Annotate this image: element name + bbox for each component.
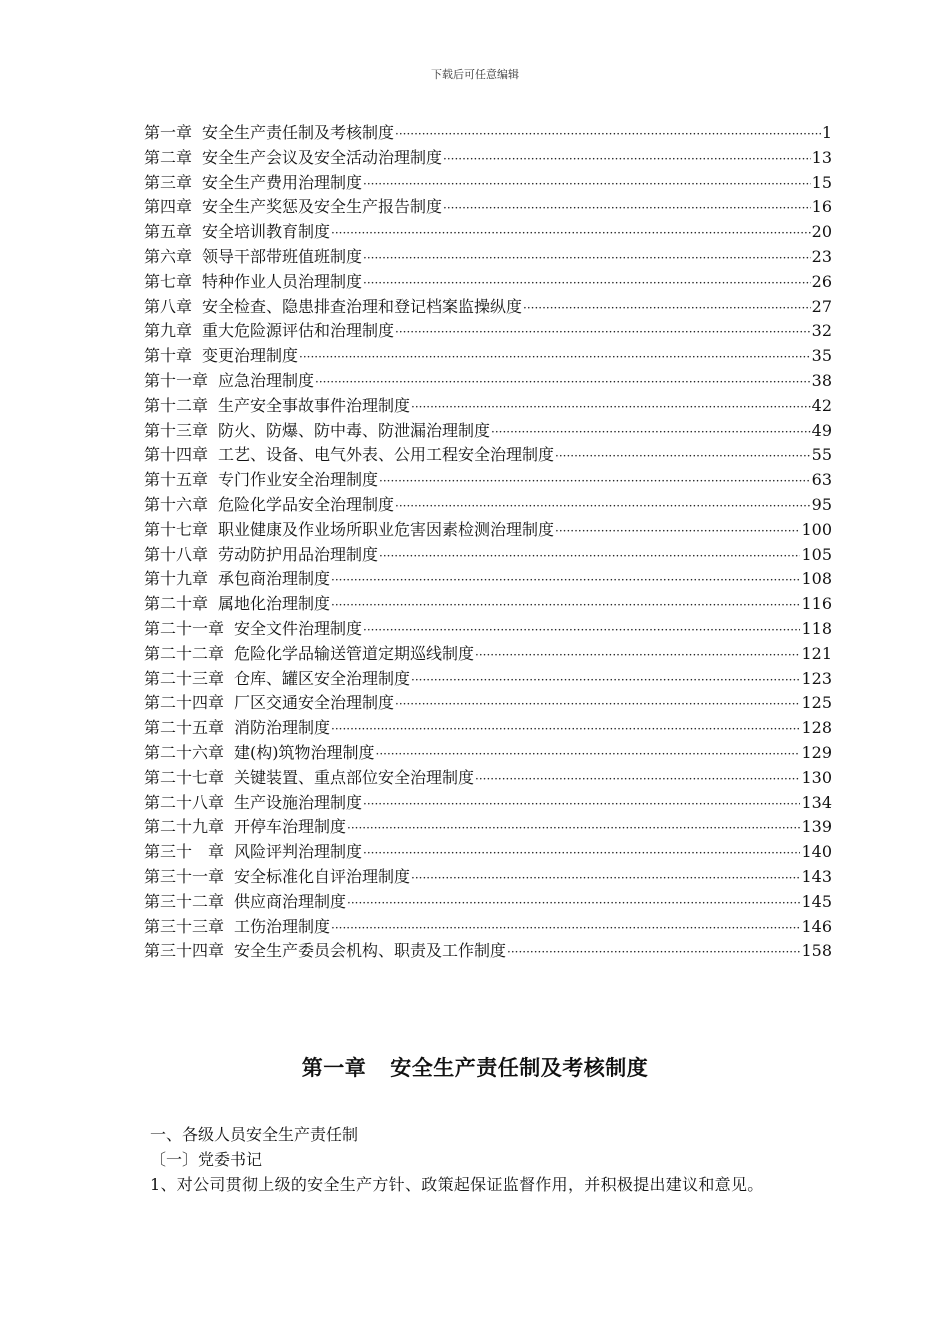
toc-chapter-number: 第十八章 (144, 544, 209, 564)
toc-chapter-title: 安全检查、隐患排查治理和登记档案监操纵度 (202, 296, 523, 316)
toc-dot-leader (475, 767, 800, 791)
toc-dot-leader (395, 320, 811, 344)
toc-dot-leader (379, 544, 800, 568)
toc-page-number: 140 (801, 842, 832, 862)
toc-dot-leader (411, 866, 800, 890)
toc-chapter-number: 第二十八章 (144, 792, 225, 812)
toc-chapter-number: 第六章 (144, 246, 193, 266)
toc-page-number: 146 (801, 916, 832, 936)
table-of-contents (144, 121, 832, 964)
toc-page-number: 15 (811, 172, 832, 192)
toc-entry[interactable] (144, 245, 832, 270)
toc-chapter-title: 供应商治理制度 (234, 891, 347, 911)
toc-chapter-number: 第三十三章 (144, 916, 225, 936)
toc-chapter-title: 专门作业安全治理制度 (218, 470, 379, 490)
toc-dot-leader (395, 494, 811, 518)
toc-entry[interactable] (144, 567, 832, 592)
toc-page-number: 42 (811, 395, 832, 415)
toc-entry[interactable] (144, 195, 832, 220)
toc-page-number: 121 (801, 643, 832, 663)
toc-page-number: 130 (801, 767, 832, 787)
toc-dot-leader (443, 196, 811, 220)
toc-chapter-number: 第三十二章 (144, 891, 225, 911)
toc-chapter-number: 第三十一章 (144, 866, 225, 886)
toc-dot-leader (443, 147, 811, 171)
toc-dot-leader (523, 296, 811, 320)
toc-chapter-title: 仓库、罐区安全治理制度 (234, 668, 411, 688)
toc-chapter-title: 厂区交通安全治理制度 (234, 693, 395, 713)
toc-dot-leader (363, 841, 800, 865)
toc-chapter-title: 承包商治理制度 (218, 569, 331, 589)
toc-chapter-title: 特种作业人员治理制度 (202, 271, 363, 291)
toc-dot-leader (555, 444, 811, 468)
toc-entry[interactable] (144, 766, 832, 791)
toc-entry[interactable] (144, 691, 832, 716)
toc-chapter-title: 开停车治理制度 (234, 817, 347, 837)
toc-dot-leader (379, 469, 811, 493)
page-header-note: 下载后可任意编辑 (431, 68, 519, 81)
toc-page-number: 158 (801, 941, 832, 961)
toc-chapter-number: 第十一章 (144, 370, 209, 390)
toc-page-number: 23 (811, 246, 832, 266)
toc-dot-leader (363, 271, 811, 295)
toc-entry[interactable] (144, 319, 832, 344)
toc-entry[interactable] (144, 270, 832, 295)
toc-page-number: 55 (811, 445, 832, 465)
toc-page-number: 105 (801, 544, 832, 564)
toc-chapter-number: 第二十章 (144, 594, 209, 614)
toc-page-number: 125 (801, 693, 832, 713)
toc-chapter-title: 防火、防爆、防中毒、防泄漏治理制度 (218, 420, 491, 440)
toc-dot-leader (363, 172, 811, 196)
toc-chapter-number: 第三十四章 (144, 941, 225, 961)
toc-entry[interactable] (144, 592, 832, 617)
toc-page-number: 129 (801, 742, 832, 762)
toc-dot-leader (347, 891, 800, 915)
toc-entry[interactable] (144, 865, 832, 890)
toc-chapter-title: 属地化治理制度 (218, 594, 331, 614)
toc-page-number: 20 (811, 222, 832, 242)
toc-dot-leader (331, 568, 800, 592)
toc-chapter-number: 第三十 章 (144, 842, 225, 862)
toc-chapter-title: 危险化学品输送管道定期巡线制度 (234, 643, 475, 663)
toc-page-number: 32 (811, 321, 832, 341)
toc-chapter-title: 安全生产费用治理制度 (202, 172, 363, 192)
toc-dot-leader (395, 692, 800, 716)
toc-entry[interactable] (144, 815, 832, 840)
toc-page-number: 145 (801, 891, 832, 911)
toc-dot-leader (363, 246, 811, 270)
toc-chapter-title: 安全文件治理制度 (234, 618, 363, 638)
toc-entry[interactable] (144, 791, 832, 816)
toc-dot-leader (411, 668, 800, 692)
toc-dot-leader (491, 420, 811, 444)
toc-page-number: 118 (801, 618, 832, 638)
toc-chapter-title: 安全生产会议及安全活动治理制度 (202, 147, 443, 167)
toc-page-number: 16 (811, 197, 832, 217)
toc-entry[interactable] (144, 642, 832, 667)
toc-page-number: 123 (801, 668, 832, 688)
toc-dot-leader (555, 519, 800, 543)
toc-entry[interactable] (144, 443, 832, 468)
toc-chapter-title: 领导干部带班值班制度 (202, 246, 363, 266)
toc-entry[interactable] (144, 617, 832, 642)
toc-page-number: 26 (811, 271, 832, 291)
toc-chapter-title: 危险化学品安全治理制度 (218, 494, 395, 514)
toc-chapter-title: 安全生产委员会机构、职责及工作制度 (234, 941, 507, 961)
toc-entry[interactable] (144, 121, 832, 146)
toc-chapter-title: 生产安全事故事件治理制度 (218, 395, 411, 415)
toc-chapter-number: 第四章 (144, 197, 193, 217)
toc-page-number: 95 (811, 494, 832, 514)
toc-chapter-number: 第二十三章 (144, 668, 225, 688)
toc-chapter-title: 劳动防护用品治理制度 (218, 544, 379, 564)
toc-chapter-title: 安全生产责任制及考核制度 (202, 123, 395, 142)
toc-chapter-title: 建(构)筑物治理制度 (234, 742, 375, 762)
chapter-heading-title: 安全生产责任制及考核制度 (390, 1055, 649, 1080)
toc-chapter-number: 第十二章 (144, 395, 209, 415)
toc-page-number: 128 (801, 718, 832, 738)
toc-chapter-title: 工伤治理制度 (234, 916, 331, 936)
toc-dot-leader (331, 916, 800, 940)
toc-entry[interactable] (144, 543, 832, 568)
toc-chapter-title: 安全标准化自评治理制度 (234, 866, 411, 886)
toc-chapter-number: 第二十一章 (144, 618, 225, 638)
chapter-heading-number: 第一章 (301, 1055, 367, 1080)
toc-entry[interactable] (144, 890, 832, 915)
toc-entry[interactable] (144, 220, 832, 245)
toc-chapter-number: 第二十五章 (144, 718, 225, 738)
toc-dot-leader (331, 593, 800, 617)
toc-entry[interactable] (144, 394, 832, 419)
toc-chapter-number: 第二十二章 (144, 643, 225, 663)
toc-entry[interactable] (144, 295, 832, 320)
toc-chapter-number: 第十章 (144, 346, 193, 366)
toc-dot-leader (411, 395, 811, 419)
toc-chapter-title: 变更治理制度 (202, 346, 299, 366)
toc-entry[interactable] (144, 939, 832, 964)
toc-dot-leader (331, 717, 800, 741)
toc-page-number: 49 (811, 420, 832, 440)
toc-entry[interactable] (144, 840, 832, 865)
toc-entry[interactable] (144, 518, 832, 543)
toc-entry[interactable] (144, 741, 832, 766)
toc-dot-leader (395, 122, 821, 146)
toc-chapter-title: 关键装置、重点部位安全治理制度 (234, 767, 475, 787)
toc-chapter-number: 第十九章 (144, 569, 209, 589)
toc-entry[interactable] (144, 468, 832, 493)
toc-page-number: 100 (801, 519, 832, 539)
toc-dot-leader (363, 792, 800, 816)
toc-chapter-number: 第二章 (144, 147, 193, 167)
toc-dot-leader (475, 643, 800, 667)
toc-chapter-number: 第一章 (144, 123, 193, 142)
toc-entry[interactable] (144, 171, 832, 196)
toc-chapter-number: 第二十四章 (144, 693, 225, 713)
toc-entry[interactable] (144, 146, 832, 171)
toc-chapter-title: 风险评判治理制度 (234, 842, 363, 862)
toc-dot-leader (347, 816, 800, 840)
toc-dot-leader (331, 221, 811, 245)
toc-dot-leader (299, 345, 811, 369)
toc-entry[interactable] (144, 493, 832, 518)
toc-dot-leader (315, 370, 811, 394)
toc-entry[interactable] (144, 369, 832, 394)
toc-chapter-title: 职业健康及作业场所职业危害因素检测治理制度 (218, 519, 555, 539)
toc-page-number: 139 (801, 817, 832, 837)
toc-page-number: 35 (811, 346, 832, 366)
toc-chapter-number: 第三章 (144, 172, 193, 192)
toc-chapter-title: 工艺、设备、电气外表、公用工程安全治理制度 (218, 445, 555, 465)
toc-chapter-title: 安全培训教育制度 (202, 222, 331, 242)
toc-dot-leader (363, 618, 800, 642)
toc-chapter-title: 生产设施治理制度 (234, 792, 363, 812)
toc-chapter-number: 第十三章 (144, 420, 209, 440)
toc-chapter-number: 第十六章 (144, 494, 209, 514)
toc-entry[interactable] (144, 344, 832, 369)
toc-chapter-title: 安全生产奖惩及安全生产报告制度 (202, 197, 443, 217)
toc-chapter-number: 第十四章 (144, 445, 209, 465)
toc-page-number: 134 (801, 792, 832, 812)
toc-chapter-number: 第二十七章 (144, 767, 225, 787)
toc-chapter-number: 第十五章 (144, 470, 209, 490)
toc-chapter-title: 重大危险源评估和治理制度 (202, 321, 395, 341)
toc-page-number: 1 (821, 123, 832, 142)
toc-page-number: 38 (811, 370, 832, 390)
toc-chapter-number: 第八章 (144, 296, 193, 316)
toc-dot-leader (507, 940, 800, 964)
toc-chapter-number: 第五章 (144, 222, 193, 242)
toc-chapter-number: 第七章 (144, 271, 193, 291)
toc-page-number: 143 (801, 866, 832, 886)
toc-chapter-title: 消防治理制度 (234, 718, 331, 738)
toc-entry[interactable] (144, 915, 832, 940)
toc-chapter-title: 应急治理制度 (218, 370, 315, 390)
toc-page-number: 116 (801, 594, 832, 614)
toc-entry[interactable] (144, 716, 832, 741)
toc-page-number: 27 (811, 296, 832, 316)
body-paragraph: 1、对公司贯彻上级的安全生产方针、政策起保证监督作用，并积极提出建议和意见。 (150, 1175, 764, 1194)
toc-page-number: 108 (801, 569, 832, 589)
toc-chapter-number: 第十七章 (144, 519, 209, 539)
subsection-title: 〔一〕党委书记 (150, 1150, 263, 1169)
chapter-heading (0, 1052, 950, 1082)
toc-chapter-number: 第九章 (144, 321, 193, 341)
toc-entry[interactable] (144, 419, 832, 444)
section-title: 一、各级人员安全生产责任制 (150, 1125, 359, 1144)
toc-entry[interactable] (144, 667, 832, 692)
toc-page-number: 13 (811, 147, 832, 167)
toc-chapter-number: 第二十六章 (144, 742, 225, 762)
toc-chapter-number: 第二十九章 (144, 817, 225, 837)
toc-page-number: 63 (811, 470, 832, 490)
toc-dot-leader (376, 742, 801, 766)
